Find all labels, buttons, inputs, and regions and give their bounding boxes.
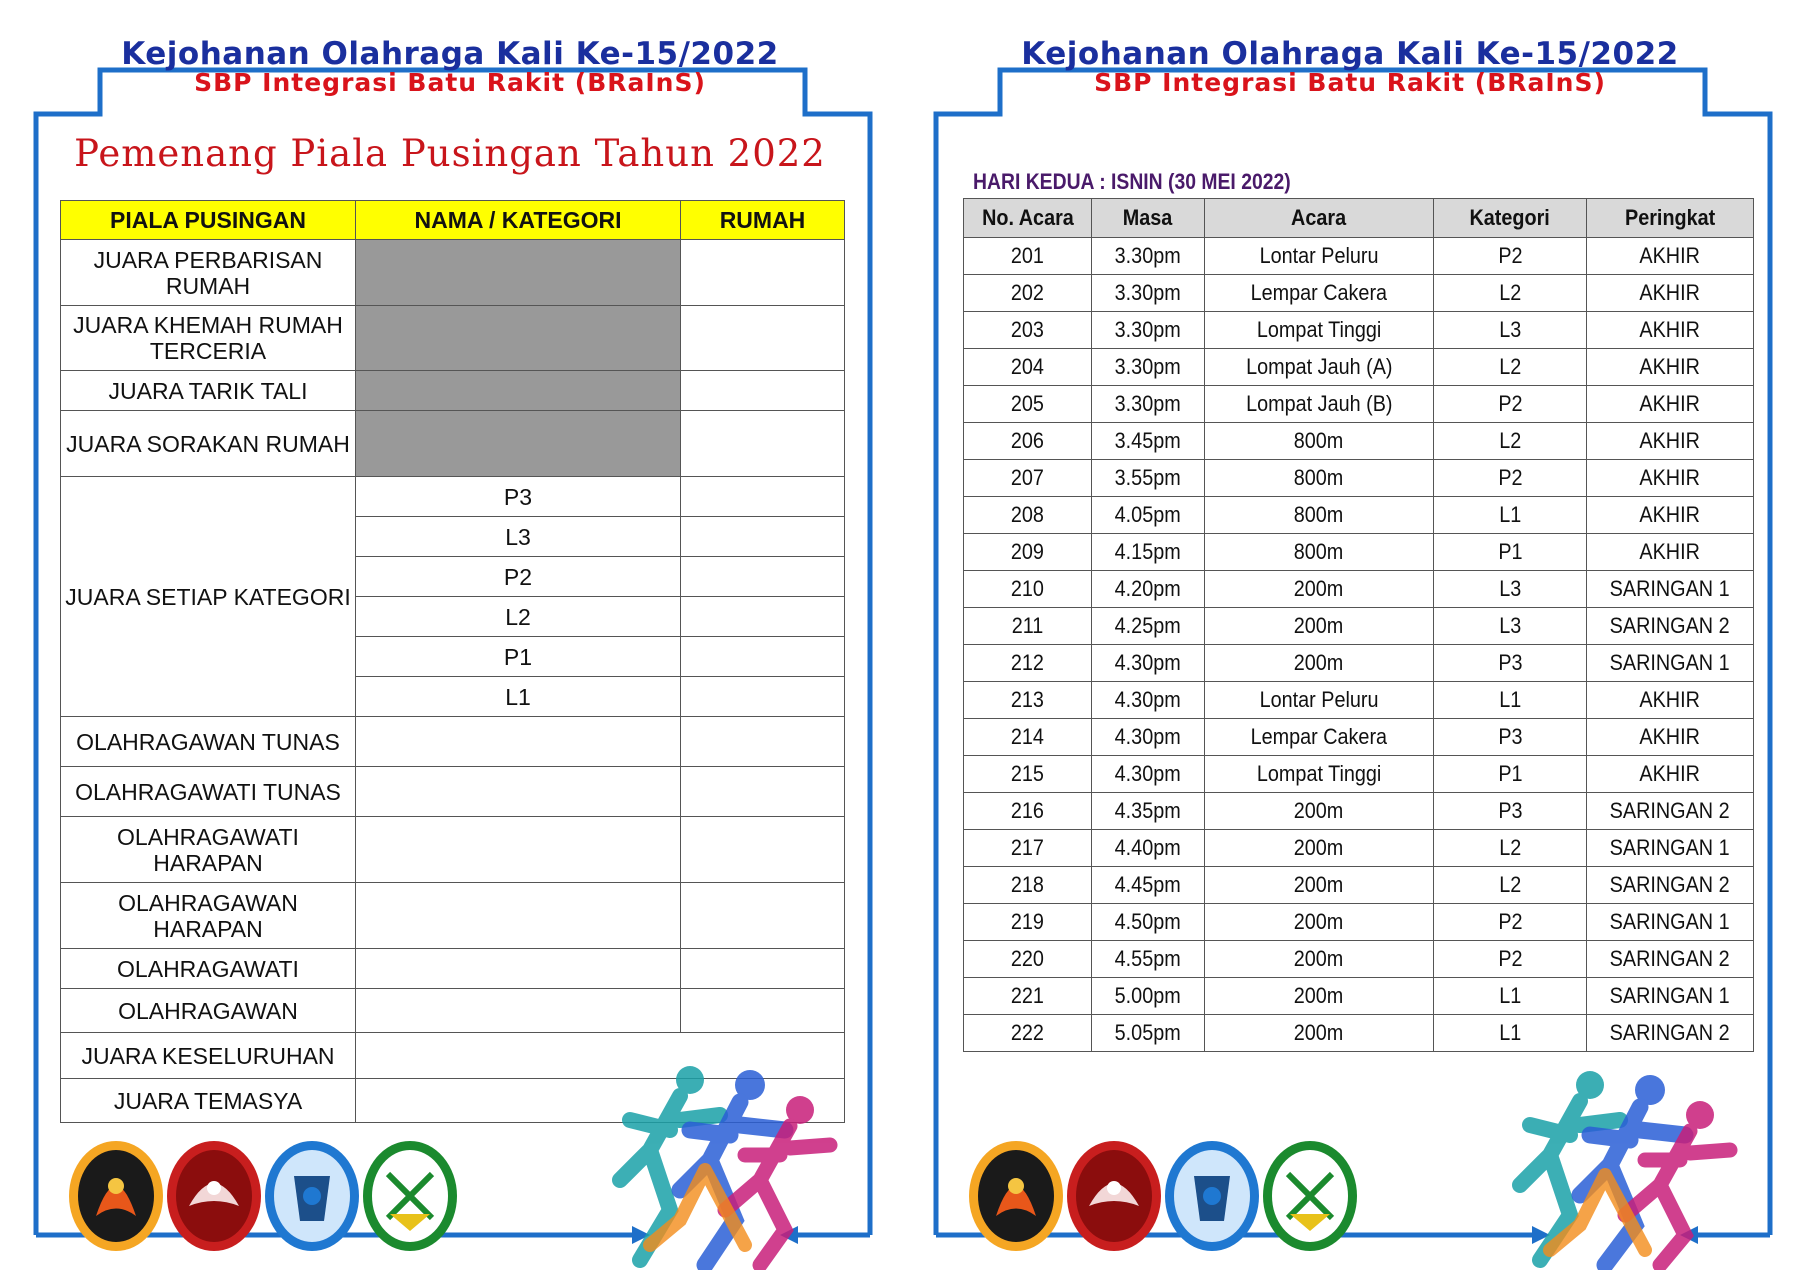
event-name: Lompat Tinggi bbox=[1205, 756, 1434, 793]
event-time: 4.05pm bbox=[1092, 497, 1205, 534]
award-name: JUARA TARIK TALI bbox=[61, 371, 356, 411]
name-cell bbox=[356, 989, 681, 1033]
event-category: P3 bbox=[1434, 719, 1587, 756]
event-name: Lontar Peluru bbox=[1205, 682, 1434, 719]
rumah-cell bbox=[681, 883, 845, 949]
event-time: 3.30pm bbox=[1092, 312, 1205, 349]
category-cell: P1 bbox=[356, 637, 681, 677]
table-row bbox=[964, 830, 1754, 867]
event-number: 222 bbox=[964, 1015, 1092, 1052]
event-time: 4.20pm bbox=[1092, 571, 1205, 608]
category-cell: P2 bbox=[356, 557, 681, 597]
col-header: Peringkat bbox=[1587, 199, 1754, 238]
rumah-cell bbox=[681, 306, 845, 371]
event-category: P2 bbox=[1434, 386, 1587, 423]
event-time: 3.45pm bbox=[1092, 423, 1205, 460]
table-row bbox=[964, 978, 1754, 1015]
event-category: L1 bbox=[1434, 682, 1587, 719]
event-round: AKHIR bbox=[1587, 238, 1754, 275]
event-number: 218 bbox=[964, 867, 1092, 904]
event-number: 206 bbox=[964, 423, 1092, 460]
col-header: Masa bbox=[1092, 199, 1205, 238]
table-row bbox=[61, 767, 845, 817]
name-cell bbox=[356, 767, 681, 817]
award-name: JUARA PERBARISAN RUMAH bbox=[61, 240, 356, 306]
event-time: 4.35pm bbox=[1092, 793, 1205, 830]
emblem-red-eagle-icon bbox=[167, 1141, 261, 1251]
event-category: L1 bbox=[1434, 978, 1587, 1015]
event-round: AKHIR bbox=[1587, 275, 1754, 312]
emblem-blue-crest-icon bbox=[265, 1141, 359, 1251]
rumah-cell bbox=[681, 411, 845, 477]
table-row bbox=[61, 989, 845, 1033]
event-name: Lompat Tinggi bbox=[1205, 312, 1434, 349]
event-round: AKHIR bbox=[1587, 423, 1754, 460]
event-round: AKHIR bbox=[1587, 386, 1754, 423]
event-round: SARINGAN 2 bbox=[1587, 1015, 1754, 1052]
rumah-cell bbox=[681, 817, 845, 883]
schedule-table bbox=[963, 198, 1754, 1052]
event-round: SARINGAN 1 bbox=[1587, 978, 1754, 1015]
table-row bbox=[964, 275, 1754, 312]
school-name: SBP Integrasi Batu Rakit (BRaInS) bbox=[194, 68, 706, 97]
schedule-body bbox=[964, 238, 1754, 1052]
event-category: L2 bbox=[1434, 830, 1587, 867]
rumah-cell bbox=[681, 240, 845, 306]
rumah-cell bbox=[681, 949, 845, 989]
event-category: P2 bbox=[1434, 904, 1587, 941]
runners-illustration bbox=[1510, 1065, 1750, 1270]
award-name: OLAHRAGAWAN HARAPAN bbox=[61, 883, 356, 949]
event-title: Kejohanan Olahraga Kali Ke-15/2022 bbox=[1021, 36, 1679, 72]
event-title: Kejohanan Olahraga Kali Ke-15/2022 bbox=[121, 36, 779, 72]
event-round: AKHIR bbox=[1587, 312, 1754, 349]
event-round: SARINGAN 1 bbox=[1587, 830, 1754, 867]
name-cell bbox=[356, 883, 681, 949]
award-name: OLAHRAGAWATI HARAPAN bbox=[61, 817, 356, 883]
day-label: HARI KEDUA : ISNIN (30 MEI 2022) bbox=[973, 169, 1291, 194]
table-header-row bbox=[964, 199, 1754, 238]
table-row bbox=[61, 306, 845, 371]
event-name: 200m bbox=[1205, 867, 1434, 904]
table-row bbox=[964, 867, 1754, 904]
event-name: Lempar Cakera bbox=[1205, 275, 1434, 312]
name-cell bbox=[356, 817, 681, 883]
event-number: 216 bbox=[964, 793, 1092, 830]
emblem-green-crest-icon bbox=[1263, 1141, 1357, 1251]
event-category: L1 bbox=[1434, 1015, 1587, 1052]
col-header: Acara bbox=[1205, 199, 1434, 238]
name-cell bbox=[356, 717, 681, 767]
table-row bbox=[964, 460, 1754, 497]
award-name: OLAHRAGAWATI bbox=[61, 949, 356, 989]
event-round: AKHIR bbox=[1587, 682, 1754, 719]
event-name: 200m bbox=[1205, 793, 1434, 830]
col-header: RUMAH bbox=[681, 201, 845, 240]
event-number: 220 bbox=[964, 941, 1092, 978]
event-time: 3.55pm bbox=[1092, 460, 1205, 497]
name-cell bbox=[356, 949, 681, 989]
event-category: P2 bbox=[1434, 460, 1587, 497]
event-category: L3 bbox=[1434, 608, 1587, 645]
category-cell: L2 bbox=[356, 597, 681, 637]
event-number: 211 bbox=[964, 608, 1092, 645]
event-number: 212 bbox=[964, 645, 1092, 682]
event-number: 209 bbox=[964, 534, 1092, 571]
event-name: 800m bbox=[1205, 497, 1434, 534]
emblem-orange-phoenix-icon bbox=[969, 1141, 1063, 1251]
event-time: 4.30pm bbox=[1092, 756, 1205, 793]
event-time: 4.55pm bbox=[1092, 941, 1205, 978]
event-time: 4.50pm bbox=[1092, 904, 1205, 941]
table-row bbox=[964, 793, 1754, 830]
event-round: AKHIR bbox=[1587, 460, 1754, 497]
house-emblems bbox=[966, 1140, 1386, 1260]
table-row bbox=[61, 477, 845, 517]
award-name: OLAHRAGAWAN TUNAS bbox=[61, 717, 356, 767]
event-category: L3 bbox=[1434, 312, 1587, 349]
event-round: AKHIR bbox=[1587, 756, 1754, 793]
table-row bbox=[61, 411, 845, 477]
blank-cell bbox=[356, 411, 681, 477]
rumah-cell bbox=[681, 597, 845, 637]
event-number: 215 bbox=[964, 756, 1092, 793]
event-category: P3 bbox=[1434, 793, 1587, 830]
award-name: OLAHRAGAWAN bbox=[61, 989, 356, 1033]
table-row bbox=[964, 312, 1754, 349]
blank-cell bbox=[356, 371, 681, 411]
event-name: Lompat Jauh (A) bbox=[1205, 349, 1434, 386]
event-number: 221 bbox=[964, 978, 1092, 1015]
blank-cell bbox=[356, 306, 681, 371]
rumah-cell bbox=[681, 517, 845, 557]
table-row bbox=[964, 349, 1754, 386]
event-round: SARINGAN 1 bbox=[1587, 904, 1754, 941]
event-time: 4.30pm bbox=[1092, 645, 1205, 682]
emblem-orange-phoenix-icon bbox=[69, 1141, 163, 1251]
rumah-cell bbox=[681, 677, 845, 717]
event-time: 4.30pm bbox=[1092, 719, 1205, 756]
table-row bbox=[964, 645, 1754, 682]
table-row bbox=[61, 717, 845, 767]
house-emblems bbox=[66, 1140, 486, 1260]
event-category: L2 bbox=[1434, 867, 1587, 904]
table-row bbox=[964, 497, 1754, 534]
rumah-cell bbox=[681, 637, 845, 677]
award-name: JUARA SETIAP KATEGORI bbox=[61, 477, 356, 717]
event-category: L2 bbox=[1434, 349, 1587, 386]
col-header: PIALA PUSINGAN bbox=[61, 201, 356, 240]
table-header-row bbox=[61, 201, 845, 240]
event-time: 3.30pm bbox=[1092, 386, 1205, 423]
event-name: 200m bbox=[1205, 1015, 1434, 1052]
event-number: 219 bbox=[964, 904, 1092, 941]
event-round: AKHIR bbox=[1587, 534, 1754, 571]
event-name: Lompat Jauh (B) bbox=[1205, 386, 1434, 423]
event-round: SARINGAN 1 bbox=[1587, 571, 1754, 608]
event-number: 204 bbox=[964, 349, 1092, 386]
page-title: Pemenang Piala Pusingan Tahun 2022 bbox=[74, 132, 826, 175]
rumah-cell bbox=[681, 767, 845, 817]
table-row bbox=[964, 756, 1754, 793]
table-row bbox=[964, 571, 1754, 608]
event-time: 4.15pm bbox=[1092, 534, 1205, 571]
table-row bbox=[964, 386, 1754, 423]
table-row bbox=[964, 904, 1754, 941]
emblem-blue-crest-icon bbox=[1165, 1141, 1259, 1251]
event-time: 3.30pm bbox=[1092, 275, 1205, 312]
award-name: JUARA KHEMAH RUMAH TERCERIA bbox=[61, 306, 356, 371]
col-header: No. Acara bbox=[964, 199, 1092, 238]
event-category: L2 bbox=[1434, 275, 1587, 312]
event-name: 200m bbox=[1205, 978, 1434, 1015]
event-category: P1 bbox=[1434, 534, 1587, 571]
event-time: 3.30pm bbox=[1092, 238, 1205, 275]
event-name: 800m bbox=[1205, 460, 1434, 497]
event-name: Lontar Peluru bbox=[1205, 238, 1434, 275]
event-category: P3 bbox=[1434, 645, 1587, 682]
category-cell: L3 bbox=[356, 517, 681, 557]
event-number: 205 bbox=[964, 386, 1092, 423]
table-row bbox=[964, 1015, 1754, 1052]
table-row bbox=[964, 534, 1754, 571]
event-time: 5.00pm bbox=[1092, 978, 1205, 1015]
runners-illustration bbox=[610, 1060, 850, 1270]
table-row bbox=[964, 719, 1754, 756]
event-name: 800m bbox=[1205, 534, 1434, 571]
event-number: 202 bbox=[964, 275, 1092, 312]
event-round: AKHIR bbox=[1587, 497, 1754, 534]
event-name: 200m bbox=[1205, 645, 1434, 682]
school-name: SBP Integrasi Batu Rakit (BRaInS) bbox=[1094, 68, 1606, 97]
event-time: 4.40pm bbox=[1092, 830, 1205, 867]
event-round: SARINGAN 1 bbox=[1587, 645, 1754, 682]
blank-cell bbox=[356, 240, 681, 306]
table-row bbox=[61, 949, 845, 989]
event-category: L1 bbox=[1434, 497, 1587, 534]
event-time: 4.30pm bbox=[1092, 682, 1205, 719]
table-row bbox=[964, 423, 1754, 460]
table-row bbox=[61, 817, 845, 883]
emblem-green-crest-icon bbox=[363, 1141, 457, 1251]
rumah-cell bbox=[681, 477, 845, 517]
event-category: P1 bbox=[1434, 756, 1587, 793]
rumah-cell bbox=[681, 557, 845, 597]
col-header: NAMA / KATEGORI bbox=[356, 201, 681, 240]
table-row bbox=[61, 371, 845, 411]
event-round: SARINGAN 2 bbox=[1587, 941, 1754, 978]
col-header: Kategori bbox=[1434, 199, 1587, 238]
event-round: SARINGAN 2 bbox=[1587, 608, 1754, 645]
award-name: JUARA SORAKAN RUMAH bbox=[61, 411, 356, 477]
event-time: 5.05pm bbox=[1092, 1015, 1205, 1052]
event-number: 203 bbox=[964, 312, 1092, 349]
table-row bbox=[61, 240, 845, 306]
event-number: 210 bbox=[964, 571, 1092, 608]
event-time: 4.25pm bbox=[1092, 608, 1205, 645]
event-round: SARINGAN 2 bbox=[1587, 867, 1754, 904]
event-round: AKHIR bbox=[1587, 719, 1754, 756]
table-row bbox=[964, 238, 1754, 275]
rumah-cell bbox=[681, 717, 845, 767]
event-name: 200m bbox=[1205, 830, 1434, 867]
table-row bbox=[61, 883, 845, 949]
award-name: OLAHRAGAWATI TUNAS bbox=[61, 767, 356, 817]
event-category: L3 bbox=[1434, 571, 1587, 608]
event-number: 207 bbox=[964, 460, 1092, 497]
category-cell: P3 bbox=[356, 477, 681, 517]
award-name: JUARA TEMASYA bbox=[61, 1079, 356, 1123]
rumah-cell bbox=[681, 371, 845, 411]
event-name: Lempar Cakera bbox=[1205, 719, 1434, 756]
event-number: 214 bbox=[964, 719, 1092, 756]
award-name: JUARA KESELURUHAN bbox=[61, 1033, 356, 1079]
event-name: 200m bbox=[1205, 608, 1434, 645]
event-number: 201 bbox=[964, 238, 1092, 275]
table-row bbox=[964, 682, 1754, 719]
event-time: 3.30pm bbox=[1092, 349, 1205, 386]
piala-table bbox=[60, 200, 845, 1123]
event-name: 200m bbox=[1205, 941, 1434, 978]
category-cell: L1 bbox=[356, 677, 681, 717]
event-number: 213 bbox=[964, 682, 1092, 719]
event-category: L2 bbox=[1434, 423, 1587, 460]
table-row bbox=[964, 608, 1754, 645]
rumah-cell bbox=[681, 989, 845, 1033]
event-name: 200m bbox=[1205, 571, 1434, 608]
event-category: P2 bbox=[1434, 941, 1587, 978]
event-name: 200m bbox=[1205, 904, 1434, 941]
event-time: 4.45pm bbox=[1092, 867, 1205, 904]
event-round: SARINGAN 2 bbox=[1587, 793, 1754, 830]
event-name: 800m bbox=[1205, 423, 1434, 460]
event-category: P2 bbox=[1434, 238, 1587, 275]
table-row bbox=[964, 941, 1754, 978]
event-number: 217 bbox=[964, 830, 1092, 867]
event-number: 208 bbox=[964, 497, 1092, 534]
emblem-red-eagle-icon bbox=[1067, 1141, 1161, 1251]
event-round: AKHIR bbox=[1587, 349, 1754, 386]
